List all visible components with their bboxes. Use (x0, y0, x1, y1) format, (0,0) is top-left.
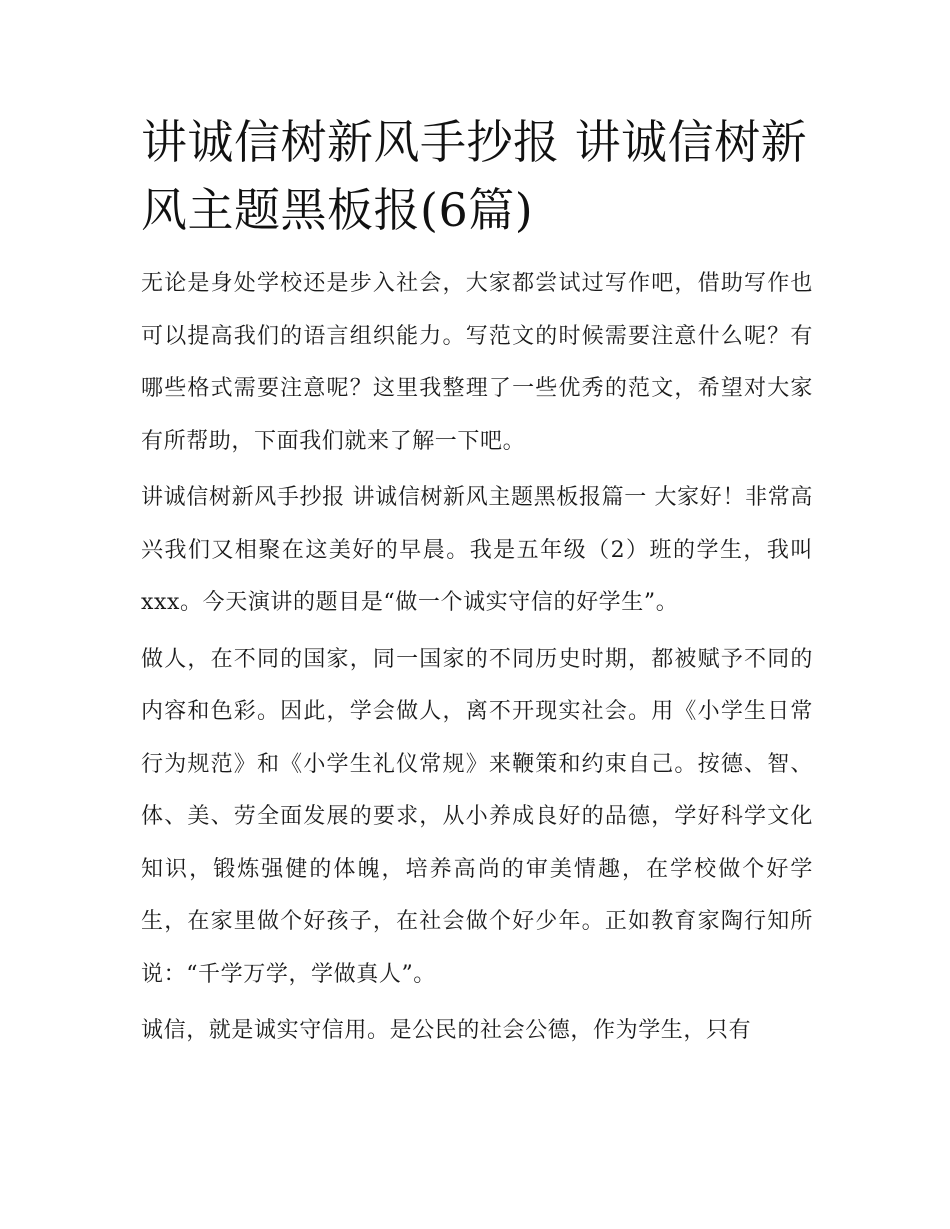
paragraph-greeting: 讲诚信树新风手抄报 讲诚信树新风主题黑板报篇一 大家好！非常高兴我们又相聚在这美好的早晨。我是五年级（2）班的学生，我叫xxx。今天演讲的题目是“做一个诚实守信的好学生”。 (141, 485, 813, 615)
document-body (141, 108, 813, 1062)
paragraph-being-a-person: 做人，在不同的国家，同一国家的不同历史时期，都被赋予不同的内容和色彩。因此，学会做人，离不开现实社会。用《小学生日常行为规范》和《小学生礼仪常规》来鞭策和约束自己。按德、智、体、美、劳全面发展的要求，从小养成良好的品德，学好科学文化知识，锻炼强健的体魄，培养高尚的审美情趣，在学校做个好学生，在家里做个好孩子，在社会做个好少年。正如教育家陶行知所说：“千学万学，学做真人”。 (141, 646, 813, 987)
paragraph-intro: 无论是身处学校还是步入社会，大家都尝试过写作吧，借助写作也可以提高我们的语言组织能力。写范文的时候需要注意什么呢？有哪些格式需要注意呢？这里我整理了一些优秀的范文，希望对大家有所帮助，下面我们就来了解一下吧。 (141, 271, 813, 454)
paragraph-integrity: 诚信，就是诚实守信用。是公民的社会公德，作为学生，只有 (141, 1018, 752, 1043)
document-title: 讲诚信树新风手抄报 讲诚信树新风主题黑板报(6篇) (141, 115, 808, 237)
